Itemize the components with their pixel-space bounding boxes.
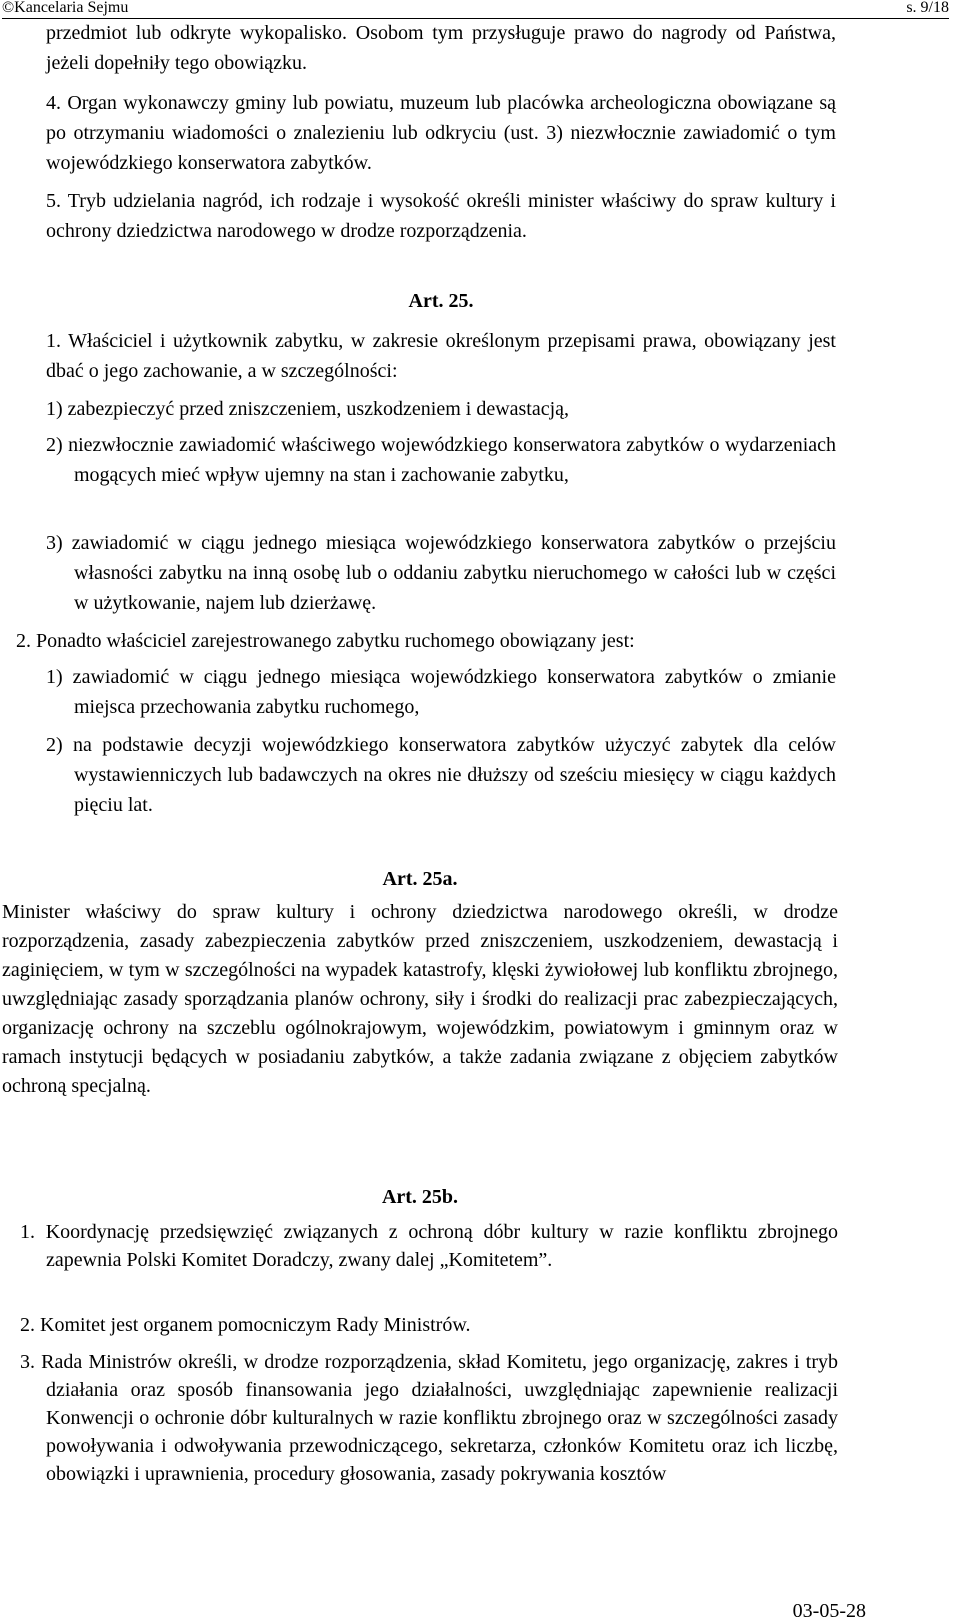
footer-date: 03-05-28: [792, 1600, 866, 1622]
article-heading: Art. 25a.: [382, 868, 458, 890]
paragraph: 5. Tryb udzielania nagród, ich rodzaje i wysokość określi minister właściwy do spraw kultury i ochrony dziedzictwa narodowego w drodze rozporządzenia.: [46, 190, 836, 242]
paragraph: 1. Koordynację przedsięwzięć związanych z ochroną dóbr kultury w razie konfliktu zbrojnego zapewnia Polski Komitet Doradczy, zwany dalej „Komitetem”.: [20, 1221, 838, 1271]
list-item: 2) na podstawie decyzji wojewódzkiego konserwatora zabytków użyczyć zabytek dla celów wystawienniczych lub badawczych na okres nie dłuższy od sześciu miesięcy w ciągu każdych pięciu lat.: [46, 734, 836, 816]
header-page-number: s. 9/18: [906, 0, 949, 16]
paragraph: 2. Ponadto właściciel zarejestrowanego zabytku ruchomego obowiązany jest:: [16, 630, 635, 652]
list-item: 1) zawiadomić w ciągu jednego miesiąca wojewódzkiego konserwatora zabytków o zmianie miejsca przechowania zabytku ruchomego,: [46, 666, 836, 718]
list-item: 3) zawiadomić w ciągu jednego miesiąca wojewódzkiego konserwatora zabytków o przejściu własności zabytku na inną osobę lub o oddaniu zabytku nieruchomego w całości lub w części w użytkowanie, najem lub dzierżawę.: [46, 532, 836, 614]
list-item: 1) zabezpieczyć przed zniszczeniem, uszkodzeniem i dewastacją,: [46, 398, 570, 420]
paragraph: Minister właściwy do spraw kultury i ochrony dziedzictwa narodowego określi, w drodze rozporządzenia, zasady zabezpieczenia zabytków przed zniszczeniem, uszkodzeniem, dewastacją i zaginięciem, w tym w szczególności na wypadek katastrofy, klęski żywiołowej lub konfliktu zbrojnego, uwzględniając zasady sporządzania planów ochrony, siły i środki do realizacji prac zabezpieczających, organizację ochrony na szczeblu ogólnokrajowym, wojewódzkim, powiatowym i gminnym oraz w ramach instytucji będących w posiadaniu zabytków, a także zadania związane z objęciem zabytków ochroną specjalną.: [2, 901, 838, 1097]
paragraph: 2. Komitet jest organem pomocniczym Rady Ministrów.: [20, 1314, 471, 1336]
paragraph: 3. Rada Ministrów określi, w drodze rozporządzenia, skład Komitetu, jego organizację, zakres i tryb działania oraz sposób finansowania jego działalności, uwzględniając zapewnienie realizacji Konwencji o ochronie dóbr kulturalnych w razie konfliktu zbrojnego oraz w szczególności zasady powoływania i odwoływania przewodniczącego, sekretarza, członków Komitetu oraz ich liczbę, obowiązki i uprawnienia, procedury głosowania, zasady pokrywania kosztów: [20, 1351, 838, 1485]
paragraph: 1. Właściciel i użytkownik zabytku, w zakresie określonym przepisami prawa, obowiązany jest dbać o jego zachowanie, a w szczególności:: [46, 330, 836, 382]
article-heading: Art. 25.: [408, 290, 474, 312]
article-heading: Art. 25b.: [381, 1186, 459, 1208]
paragraph: przedmiot lub odkryte wykopalisko. Osobom tym przysługuje prawo do nagrody od Państwa, jeżeli dopełniły tego obowiązku.: [46, 22, 836, 74]
header-publisher: ©Kancelaria Sejmu: [2, 0, 129, 16]
paragraph: 4. Organ wykonawczy gminy lub powiatu, muzeum lub placówka archeologiczna obowiązane są po otrzymaniu wiadomości o znalezieniu lub odkryciu (ust. 3) niezwłocznie zawiadomić o tym wojewódzkiego konserwatora zabytków.: [46, 92, 836, 174]
list-item: 2) niezwłocznie zawiadomić właściwego wojewódzkiego konserwatora zabytków o wydarzeniach mogących mieć wpływ ujemny na stan i zachowanie zabytku,: [46, 434, 836, 486]
